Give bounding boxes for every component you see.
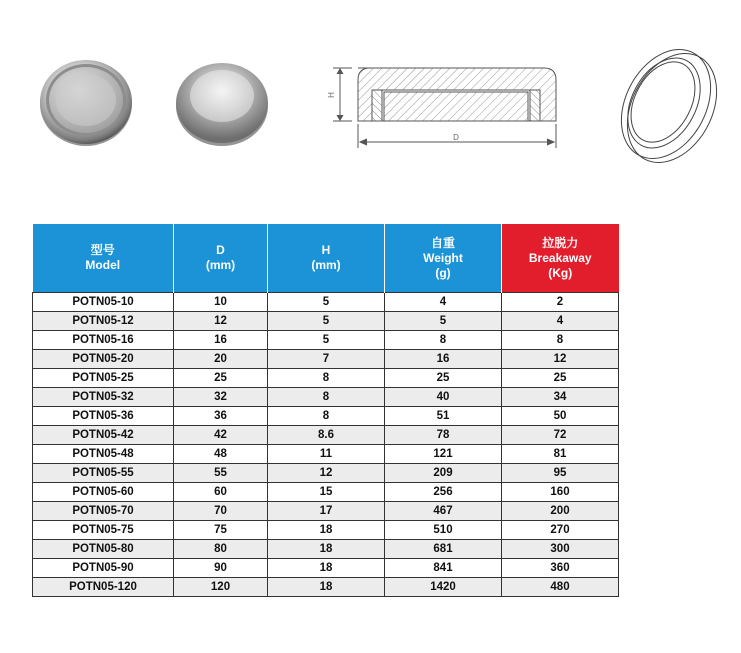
cell-model: POTN05-90 <box>33 559 174 578</box>
cell-h: 18 <box>268 578 385 597</box>
table-row <box>33 502 619 521</box>
cell-breakaway: 50 <box>502 407 619 426</box>
cell-model: POTN05-25 <box>33 369 174 388</box>
cell-breakaway: 8 <box>502 331 619 350</box>
cell-breakaway: 2 <box>502 293 619 312</box>
cell-model: POTN05-70 <box>33 502 174 521</box>
cell-model: POTN05-42 <box>33 426 174 445</box>
cell-h: 7 <box>268 350 385 369</box>
cell-breakaway: 200 <box>502 502 619 521</box>
table-row <box>33 350 619 369</box>
product-images <box>0 0 741 200</box>
cell-model: POTN05-20 <box>33 350 174 369</box>
table-row <box>33 483 619 502</box>
cell-weight: 51 <box>385 407 502 426</box>
cell-h: 18 <box>268 559 385 578</box>
cell-h: 15 <box>268 483 385 502</box>
cell-model: POTN05-120 <box>33 578 174 597</box>
cell-breakaway: 4 <box>502 312 619 331</box>
header-weight-cn: 自重 <box>430 235 455 250</box>
cell-weight: 25 <box>385 369 502 388</box>
cell-weight: 78 <box>385 426 502 445</box>
header-weight-label: Weight <box>423 250 463 265</box>
cell-weight: 841 <box>385 559 502 578</box>
table-header-row <box>33 224 619 293</box>
table-row <box>33 407 619 426</box>
cell-breakaway: 25 <box>502 369 619 388</box>
h-dimension-label: H <box>327 92 336 98</box>
cross-section-drawing <box>333 68 556 148</box>
table-row <box>33 388 619 407</box>
cell-d: 10 <box>174 293 268 312</box>
cell-model: POTN05-16 <box>33 331 174 350</box>
cell-model: POTN05-12 <box>33 312 174 331</box>
header-breakaway <box>502 224 619 293</box>
cell-d: 25 <box>174 369 268 388</box>
cell-h: 8 <box>268 388 385 407</box>
table-row <box>33 312 619 331</box>
spec-table <box>32 224 619 597</box>
cell-h: 11 <box>268 445 385 464</box>
cell-weight: 16 <box>385 350 502 369</box>
cell-breakaway: 160 <box>502 483 619 502</box>
table-row <box>33 559 619 578</box>
cell-d: 75 <box>174 521 268 540</box>
header-breakaway-label: Breakaway <box>528 250 592 265</box>
table-row <box>33 369 619 388</box>
cell-model: POTN05-10 <box>33 293 174 312</box>
cell-model: POTN05-60 <box>33 483 174 502</box>
cell-model: POTN05-36 <box>33 407 174 426</box>
cell-h: 12 <box>268 464 385 483</box>
cell-model: POTN05-75 <box>33 521 174 540</box>
header-model-cn: 型号 <box>90 243 115 257</box>
header-d-unit: (mm) <box>205 258 236 272</box>
cell-h: 8 <box>268 407 385 426</box>
cell-breakaway: 81 <box>502 445 619 464</box>
cell-d: 48 <box>174 445 268 464</box>
table-row <box>33 578 619 597</box>
magnet-photo-front <box>40 60 132 146</box>
cell-h: 8.6 <box>268 426 385 445</box>
header-weight <box>385 224 502 293</box>
cell-d: 36 <box>174 407 268 426</box>
cell-breakaway: 300 <box>502 540 619 559</box>
cell-d: 70 <box>174 502 268 521</box>
header-breakaway-cn: 拉脱力 <box>542 235 579 250</box>
cell-d: 16 <box>174 331 268 350</box>
d-dimension-label: D <box>453 133 459 142</box>
cell-d: 90 <box>174 559 268 578</box>
cell-h: 8 <box>268 369 385 388</box>
cell-breakaway: 480 <box>502 578 619 597</box>
header-h-label: H <box>321 243 331 257</box>
cell-h: 5 <box>268 293 385 312</box>
cell-model: POTN05-48 <box>33 445 174 464</box>
cell-d: 120 <box>174 578 268 597</box>
header-h <box>268 224 385 293</box>
cell-h: 5 <box>268 312 385 331</box>
cell-breakaway: 72 <box>502 426 619 445</box>
cell-h: 5 <box>268 331 385 350</box>
header-weight-unit: (g) <box>435 265 451 280</box>
table-row <box>33 426 619 445</box>
cell-h: 18 <box>268 521 385 540</box>
cell-d: 32 <box>174 388 268 407</box>
header-d <box>174 224 268 293</box>
cell-breakaway: 12 <box>502 350 619 369</box>
header-h-unit: (mm) <box>311 258 341 272</box>
cell-model: POTN05-32 <box>33 388 174 407</box>
cell-weight: 1420 <box>385 578 502 597</box>
cell-d: 12 <box>174 312 268 331</box>
cell-d: 55 <box>174 464 268 483</box>
cell-breakaway: 270 <box>502 521 619 540</box>
cell-breakaway: 360 <box>502 559 619 578</box>
cell-breakaway: 95 <box>502 464 619 483</box>
cell-model: POTN05-55 <box>33 464 174 483</box>
cell-weight: 256 <box>385 483 502 502</box>
cell-d: 42 <box>174 426 268 445</box>
cell-weight: 8 <box>385 331 502 350</box>
magnet-photo-back <box>176 63 268 146</box>
cell-weight: 5 <box>385 312 502 331</box>
cell-weight: 467 <box>385 502 502 521</box>
cell-breakaway: 34 <box>502 388 619 407</box>
header-model <box>33 224 174 293</box>
table-row <box>33 445 619 464</box>
perspective-drawing <box>603 34 734 178</box>
table-row <box>33 331 619 350</box>
table-row <box>33 521 619 540</box>
cell-d: 80 <box>174 540 268 559</box>
cell-weight: 4 <box>385 293 502 312</box>
cell-model: POTN05-80 <box>33 540 174 559</box>
cell-d: 60 <box>174 483 268 502</box>
cell-weight: 40 <box>385 388 502 407</box>
header-model-label: Model <box>85 258 121 272</box>
table-body <box>33 293 619 597</box>
cell-h: 18 <box>268 540 385 559</box>
table-row <box>33 464 619 483</box>
cell-weight: 681 <box>385 540 502 559</box>
cell-weight: 121 <box>385 445 502 464</box>
header-d-label: D <box>216 243 225 257</box>
cell-h: 17 <box>268 502 385 521</box>
header-breakaway-unit: (Kg) <box>548 265 573 280</box>
table-row <box>33 293 619 312</box>
cell-weight: 510 <box>385 521 502 540</box>
cell-d: 20 <box>174 350 268 369</box>
cell-weight: 209 <box>385 464 502 483</box>
table-row <box>33 540 619 559</box>
